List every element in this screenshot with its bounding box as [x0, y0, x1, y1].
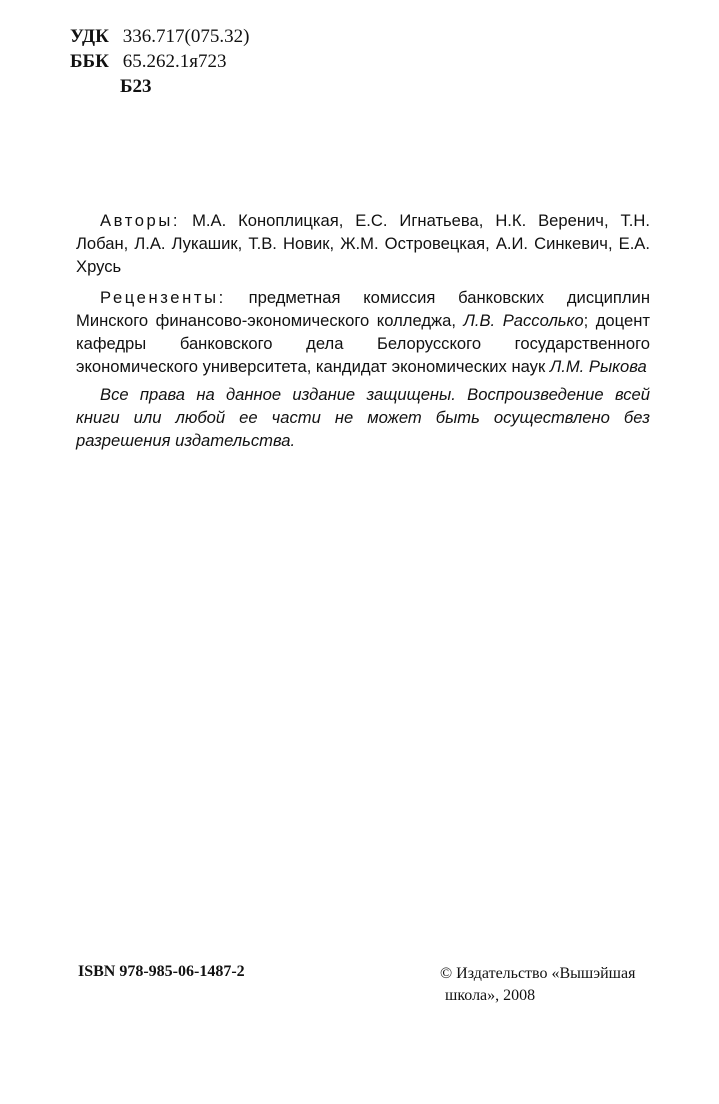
author-code: Б23 — [120, 76, 152, 97]
udk-value: 336.717(075.32) — [122, 26, 250, 47]
authors-paragraph — [76, 209, 650, 278]
authors-label: Авторы: — [100, 211, 181, 230]
isbn: ISBN 978-985-06-1487-2 — [78, 963, 245, 980]
reviewers-text-2: ; доцент кафедры банковского дела Белорусского государственного экономического университета, кандидат экономических наук — [76, 311, 650, 376]
classification-block — [70, 24, 249, 99]
reviewers-label: Рецензенты: — [100, 288, 226, 307]
reviewer-name-1: Л.В. Рассолько — [463, 311, 584, 330]
authors-list: М.А. Коноплицкая, Е.С. Игнатьева, Н.К. Веренич, Т.Н. Лобан, Л.А. Лукашик, Т.В. Новик, Ж.М. Островецкая, А.И. Синкевич, Е.А. Хрусь — [76, 211, 650, 276]
reviewers-paragraph — [76, 286, 650, 378]
udk-row — [70, 24, 249, 49]
udk-label: УДК — [70, 26, 109, 47]
bbk-row — [70, 49, 249, 74]
rights-text: Все права на данное издание защищены. Воспроизведение всей книги или любой ее части не может быть осуществлено без разрешения издательства. — [76, 385, 650, 450]
reviewers-text-1: предметная комиссия банковских дисциплин Минского финансово-экономического колледжа, — [76, 288, 650, 330]
copyright-line-2: школа», 2008 — [445, 987, 536, 1004]
copyright-notice — [440, 963, 655, 1007]
reviewer-name-2: Л.М. Рыкова — [549, 357, 647, 376]
bbk-value: 65.262.1я723 — [122, 51, 227, 72]
bbk-label: ББК — [70, 51, 109, 72]
copyright-line-1: © Издательство «Вышэйшая — [440, 965, 636, 982]
rights-paragraph — [76, 383, 650, 452]
